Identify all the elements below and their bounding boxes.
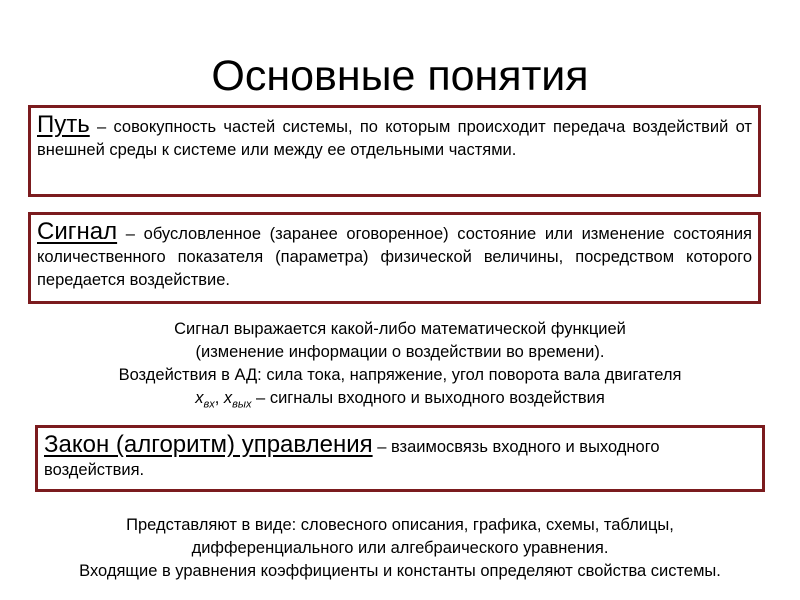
path-definition-text: – совокупность частей системы, по которым происходит передача воздействий от внешней среды к системе или между ее отдельными частями. (37, 118, 752, 159)
signal-note-line-1: Сигнал выражается какой-либо математической функцией (174, 320, 626, 338)
signal-note-line-4-rest: – сигналы входного и выходного воздействия (251, 389, 605, 407)
bottom-notes (0, 514, 800, 583)
bottom-note-line-1: Представляют в виде: словесного описания, графика, схемы, таблицы, (126, 516, 674, 534)
signal-note-line-3: Воздействия в АД: сила тока, напряжение, угол поворота вала двигателя (118, 366, 682, 384)
bottom-note-line-2: дифференциального или алгебраического уравнения. (191, 539, 609, 557)
control-law-term: Закон (алгоритм) управления (44, 431, 373, 458)
signal-term: Сигнал (37, 218, 118, 245)
x-in-variable: $x_{вх}$ (195, 389, 215, 411)
x-out-variable: $x_{вых}$ (223, 389, 252, 411)
path-term: Путь (37, 111, 90, 138)
signal-definition-box (28, 212, 761, 304)
signal-note-line-4 (0, 387, 800, 416)
control-law-box (35, 425, 765, 492)
variable-separator: , (214, 389, 224, 407)
signal-notes (0, 318, 800, 416)
bottom-note-line-3: Входящие в уравнения коэффициенты и константы определяют свойства системы. (79, 562, 721, 580)
signal-note-line-2: (изменение информации о воздействии во времени). (195, 343, 605, 361)
path-definition-box (28, 105, 761, 197)
control-law-definition-text: – взаимосвязь входного и выходного воздействия. (44, 438, 660, 479)
slide-title: Основные понятия (211, 52, 589, 100)
signal-definition-text: – обусловленное (заранее оговоренное) состояние или изменение состояния количественного показателя (параметра) физической величины, посредством которого передается воздействие. (37, 225, 752, 289)
